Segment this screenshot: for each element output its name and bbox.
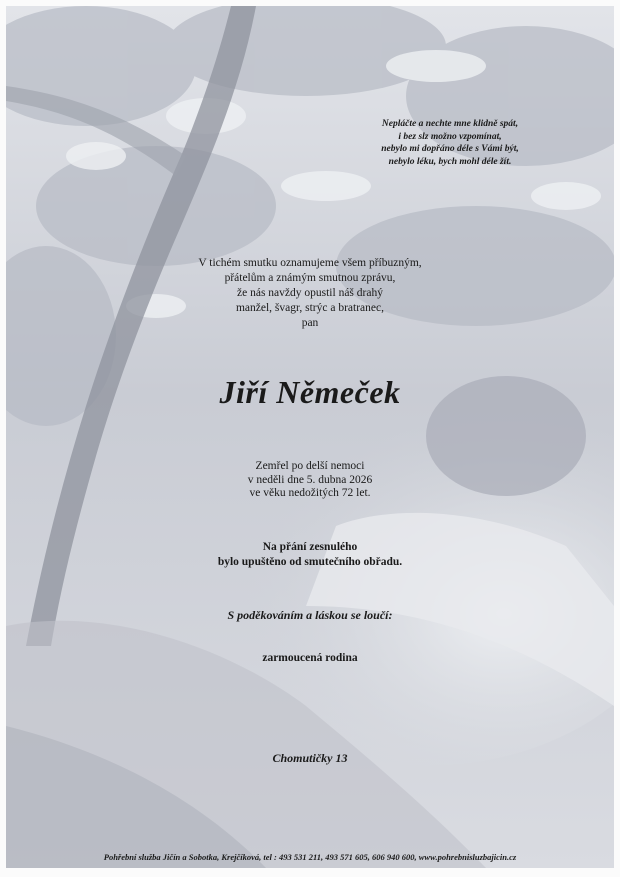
address: Chomutičky 13: [272, 751, 348, 765]
memorial-quote: [330, 118, 570, 168]
farewell-heading: S poděkováním a láskou se loučí:: [227, 608, 393, 622]
funeral-service-footer: Pohřební služba Jičín a Sobotka, Krejčíková, tel : 493 531 211, 493 571 605, 606 940 600, www.pohrebnisluzbajicin.cz: [103, 852, 517, 862]
intro-line: přátelům a známým smutnou zprávu,: [224, 272, 396, 284]
funeral-note-line: bylo upuštěno od smutečního obřadu.: [217, 555, 403, 568]
death-line: ve věku nedožitých 72 let.: [249, 487, 371, 499]
intro-line: že nás navždy opustil náš drahý: [237, 287, 383, 299]
death-line: v neděli dne 5. dubna 2026: [247, 473, 373, 486]
quote-line: i bez slz možno vzpomínat,: [398, 131, 502, 142]
deceased-name: Jiří Němeček: [219, 374, 401, 410]
quote-line: nebylo léku, bych mohl déle žít.: [388, 156, 512, 167]
funeral-note-line: Na přání zesnulého: [262, 541, 358, 553]
quote-line: nebylo mi dopřáno déle s Vámi být,: [381, 144, 519, 154]
intro-line: manžel, švagr, strýc a bratranec,: [235, 302, 384, 314]
funeral-note: [160, 540, 460, 569]
death-details: [210, 460, 410, 501]
mourners: zarmoucená rodina: [262, 652, 358, 664]
death-line: Zemřel po delší nemoci: [255, 460, 365, 472]
quote-line: Nepláčte a nechte mne klidně spát,: [381, 119, 519, 129]
announcement-intro: [150, 256, 470, 331]
intro-line: V tichém smutku oznamujeme všem příbuzným,: [198, 257, 422, 269]
intro-line: pan: [301, 317, 319, 329]
